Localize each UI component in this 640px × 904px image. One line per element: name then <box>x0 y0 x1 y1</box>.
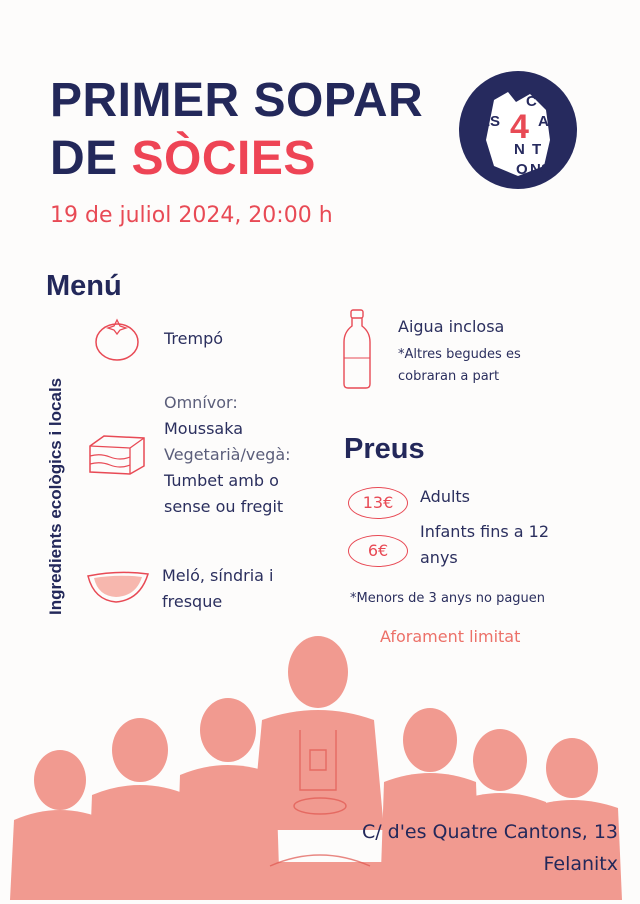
title-line1: PRIMER SOPAR <box>50 74 424 127</box>
menu-item-moussaka: Moussaka <box>164 419 243 438</box>
label-vegetaria: Vegetarià/vegà: <box>164 445 291 464</box>
title-highlight: SÒCIES <box>131 132 316 185</box>
menu-heading: Menú <box>46 270 122 302</box>
event-date: 19 de juliol 2024, 20:00 h <box>50 203 333 228</box>
address-town: Felanitx <box>543 853 618 875</box>
price-badge-adults: 13€ <box>348 487 408 519</box>
es4cantons-logo <box>458 70 578 190</box>
prices-heading: Preus <box>344 433 425 465</box>
price-badge-children: 6€ <box>348 535 408 567</box>
logo-icon <box>458 70 578 190</box>
moussaka-icon <box>86 430 148 480</box>
menu-item-tumbet-2: sense ou fregit <box>164 497 284 516</box>
svg-text:A: A <box>538 113 549 130</box>
title-line2: DE SÒCIES <box>50 132 316 185</box>
svg-text:NS: NS <box>530 161 551 178</box>
water-bottle-icon <box>340 308 374 394</box>
side-label-ingredients: Ingredients ecològics i locals <box>46 377 65 615</box>
price-label-children: Infants fins a 12 anys <box>420 522 550 567</box>
svg-text:4: 4 <box>510 108 529 146</box>
svg-text:T: T <box>532 141 542 158</box>
address-street: C/ d'es Quatre Cantons, 13 <box>361 821 618 843</box>
capacity-notice: Aforament limitat <box>380 627 521 646</box>
drink-text: Aigua inclosa <box>398 317 505 336</box>
svg-text:O: O <box>516 161 528 178</box>
melon-slice-icon <box>86 566 150 610</box>
label-omnivor: Omnívor: <box>164 393 238 412</box>
menu-item-moussaka-block <box>164 390 291 520</box>
prices-note: *Menors de 3 anys no paguen <box>350 591 546 606</box>
address <box>362 816 618 880</box>
svg-text:ES: ES <box>480 113 501 130</box>
page-title <box>50 72 423 188</box>
price-label-adults: Adults <box>420 487 471 506</box>
drink-note: *Altres begudes es cobraran a part <box>398 347 521 384</box>
menu-item-trempo: Trempó <box>164 329 224 348</box>
svg-text:C: C <box>526 93 537 110</box>
svg-text:N: N <box>514 141 525 158</box>
menu-item-fruits: Meló, síndria i fresque <box>162 566 274 611</box>
menu-item-tumbet-1: Tumbet amb o <box>164 471 279 490</box>
tomato-icon <box>92 316 142 366</box>
